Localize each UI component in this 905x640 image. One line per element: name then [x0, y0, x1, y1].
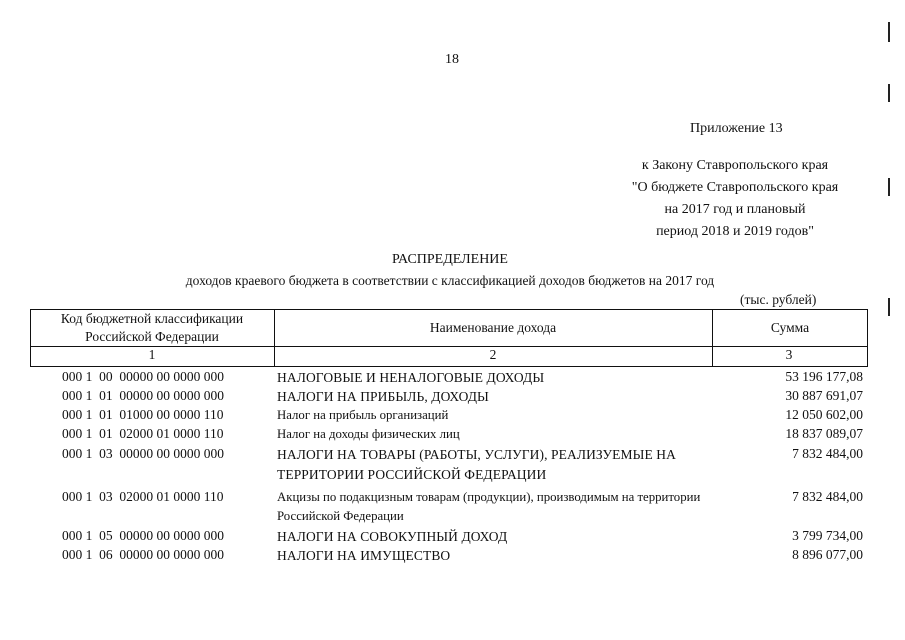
- row-sum: 53 196 177,08: [785, 369, 863, 384]
- document-title: РАСПРЕДЕЛЕНИЕ: [392, 252, 508, 267]
- header-sum: Сумма: [770, 320, 810, 335]
- appendix-line: "О бюджете Ставропольского края: [631, 180, 839, 195]
- row-name: НАЛОГИ НА ПРИБЫЛЬ, ДОХОДЫ: [277, 389, 489, 404]
- scan-edge-mark: [888, 84, 890, 102]
- row-name: Налог на доходы физических лиц: [277, 427, 460, 441]
- header-name: Наименование дохода: [429, 320, 557, 335]
- header-code: Код бюджетной классификации Российской Федерации: [60, 311, 244, 344]
- row-sum: 18 837 089,07: [785, 426, 863, 441]
- row-name: НАЛОГИ НА ИМУЩЕСТВО: [277, 548, 451, 563]
- appendix-reference: [600, 155, 870, 243]
- appendix-line: период 2018 и 2019 годов": [656, 224, 814, 239]
- document-subtitle: доходов краевого бюджета в соответствии с классификацией доходов бюджетов на 2017 год: [185, 273, 715, 288]
- appendix-title: Приложение 13: [690, 121, 783, 136]
- scan-edge-mark: [888, 22, 890, 42]
- row-name: Налог на прибыль организаций: [277, 408, 449, 422]
- appendix-line: на 2017 год и плановый: [664, 202, 806, 217]
- row-code: 000 1 01 00000 00 0000 000: [62, 388, 224, 403]
- row-code: 000 1 01 01000 00 0000 110: [62, 407, 224, 422]
- page-number: 18: [445, 52, 459, 67]
- column-number: 2: [489, 347, 497, 362]
- column-number: 3: [785, 347, 793, 362]
- units-label: (тыс. рублей): [740, 292, 817, 307]
- row-name: НАЛОГИ НА ТОВАРЫ (РАБОТЫ, УСЛУГИ), РЕАЛИЗУЕМЫЕ НА ТЕРРИТОРИИ РОССИЙСКОЙ ФЕДЕРАЦИИ: [277, 447, 676, 482]
- column-number: 1: [148, 347, 156, 362]
- row-sum: 3 799 734,00: [792, 528, 863, 543]
- row-code: 000 1 05 00000 00 0000 000: [62, 528, 224, 543]
- row-name: НАЛОГОВЫЕ И НЕНАЛОГОВЫЕ ДОХОДЫ: [277, 370, 545, 385]
- row-code: 000 1 01 02000 01 0000 110: [62, 426, 224, 441]
- row-sum: 7 832 484,00: [792, 489, 863, 504]
- row-sum: 30 887 691,07: [785, 388, 863, 403]
- row-name: Акцизы по подакцизным товарам (продукции), производимым на территории Российской Федерации: [277, 490, 701, 523]
- row-code: 000 1 00 00000 00 0000 000: [62, 369, 224, 384]
- row-sum: 7 832 484,00: [792, 446, 863, 461]
- row-name: НАЛОГИ НА СОВОКУПНЫЙ ДОХОД: [277, 529, 508, 544]
- scan-edge-mark: [888, 178, 890, 196]
- row-code: 000 1 03 02000 01 0000 110: [62, 489, 224, 504]
- row-sum: 8 896 077,00: [792, 547, 863, 562]
- row-code: 000 1 06 00000 00 0000 000: [62, 547, 224, 562]
- row-sum: 12 050 602,00: [785, 407, 863, 422]
- row-code: 000 1 03 00000 00 0000 000: [62, 446, 224, 461]
- appendix-line: к Закону Ставропольского края: [641, 158, 829, 173]
- scan-edge-mark: [888, 298, 890, 316]
